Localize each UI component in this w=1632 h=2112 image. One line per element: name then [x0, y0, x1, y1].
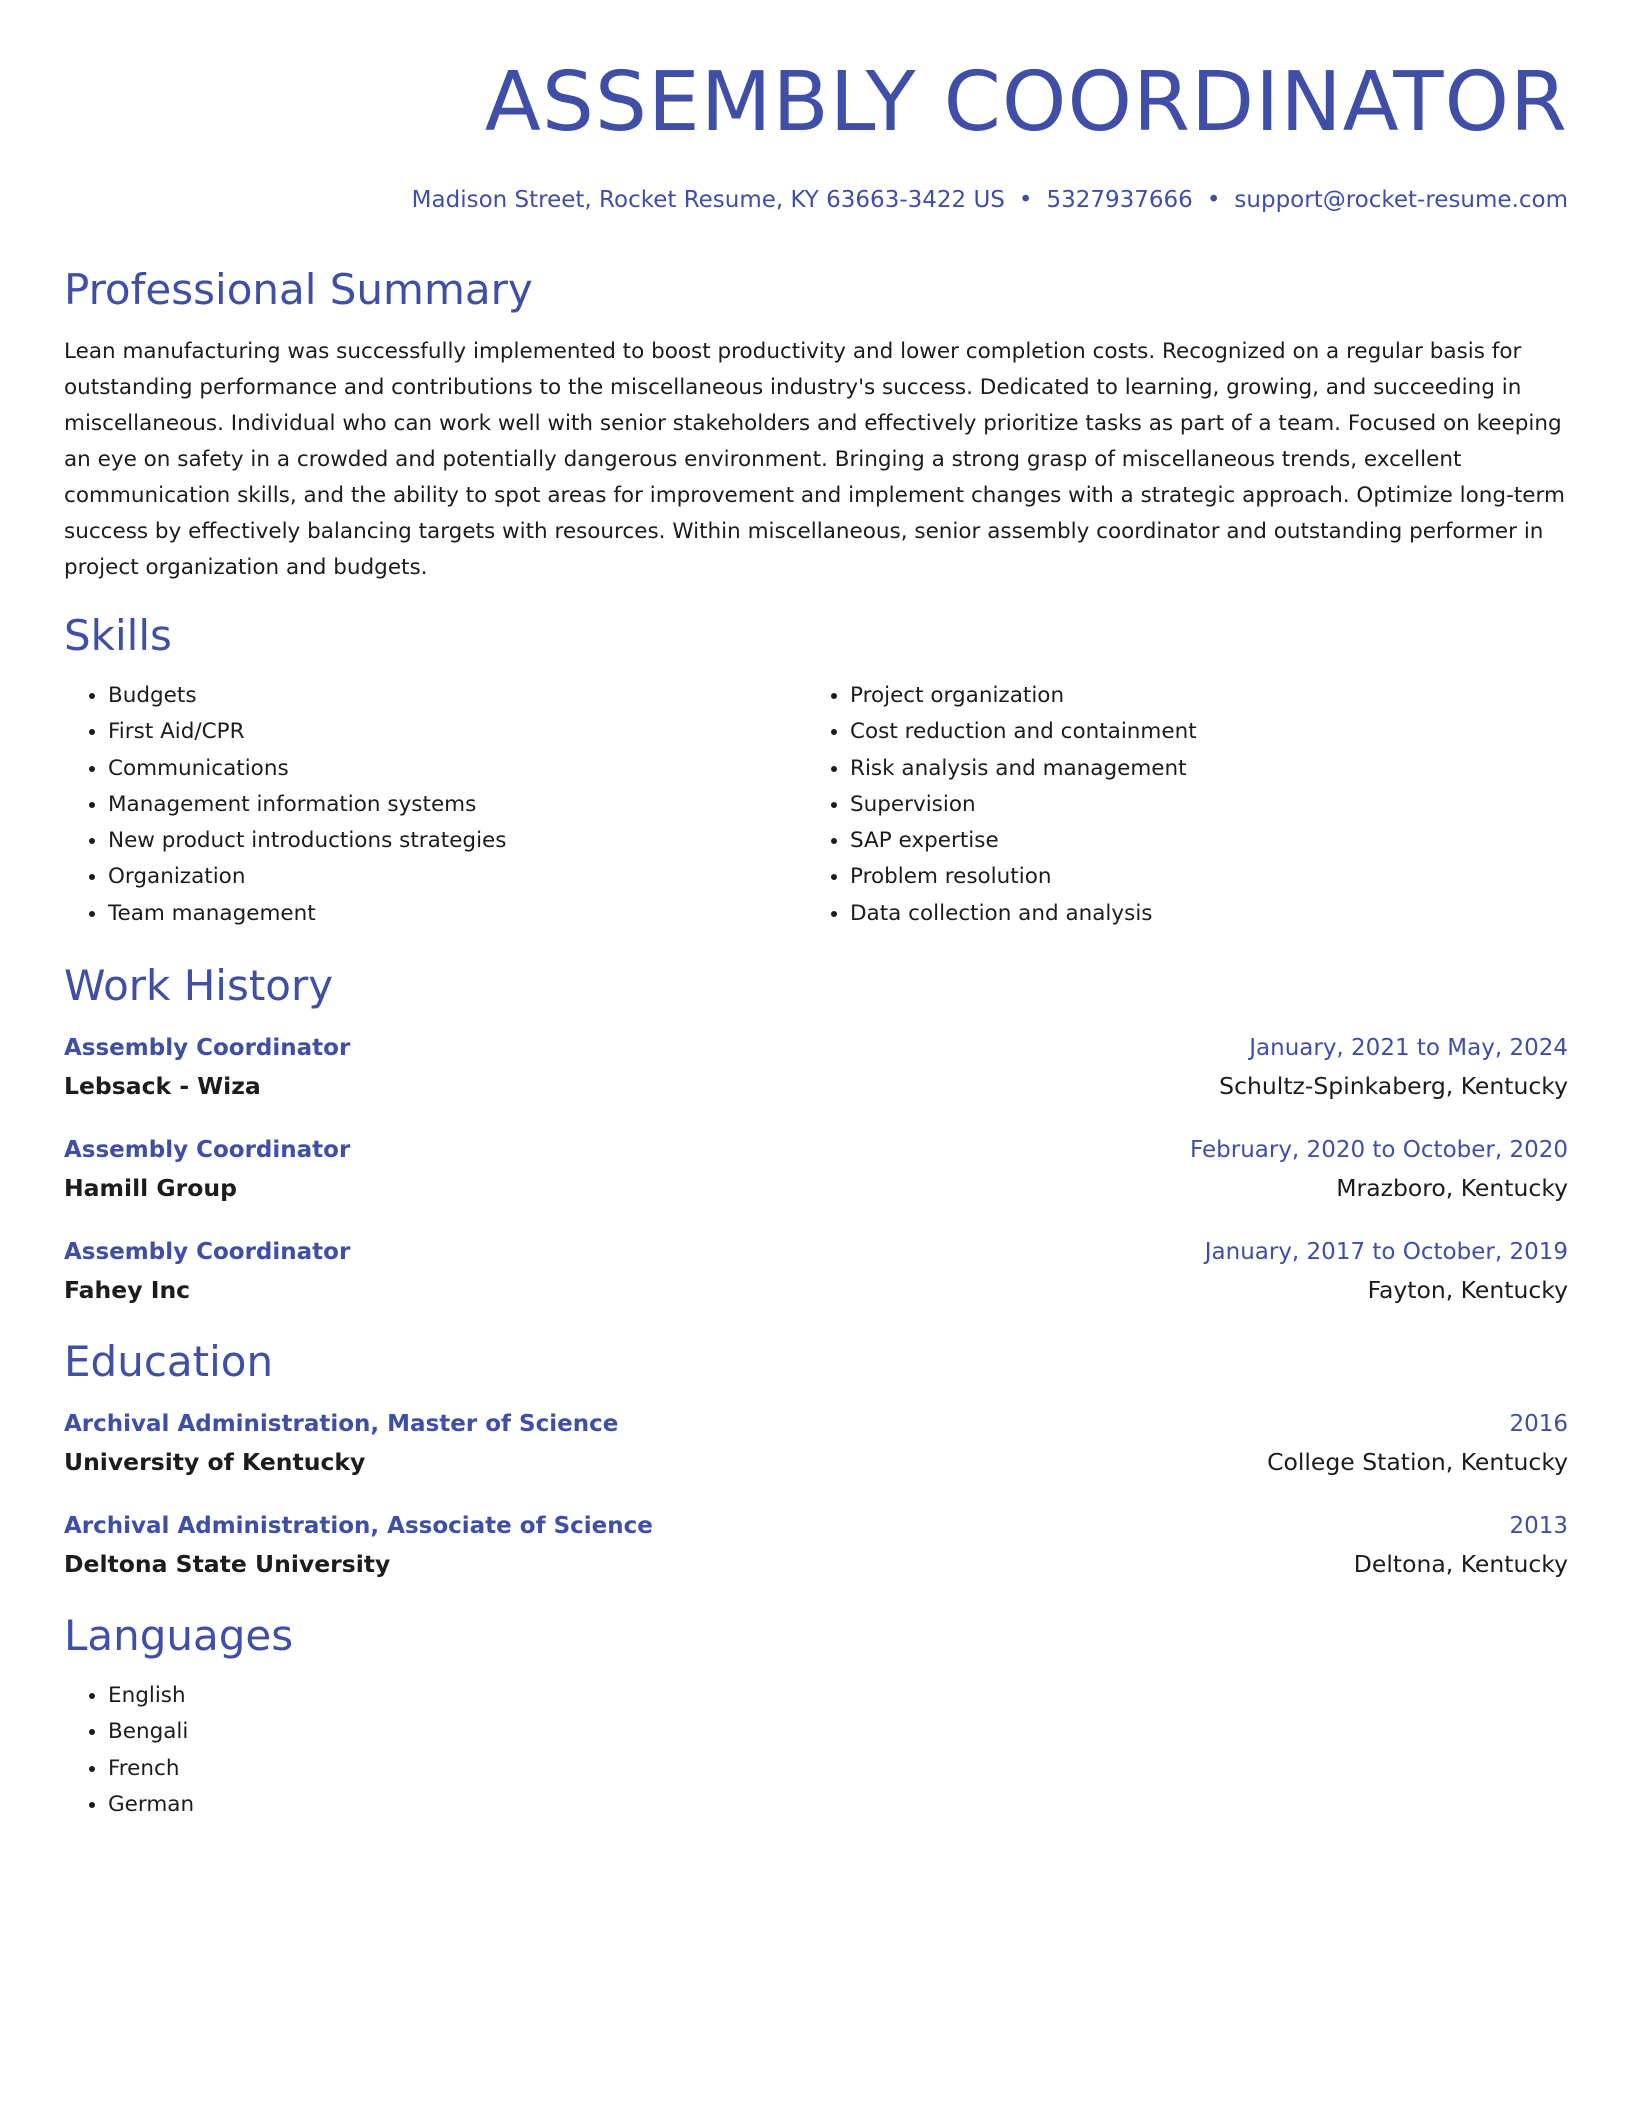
degree-name: Archival Administration, Associate of Science	[64, 1513, 653, 1540]
skills-left-list	[64, 678, 806, 932]
job-dates: January, 2017 to October, 2019	[1204, 1239, 1568, 1266]
candidate-name: ASSEMBLY COORDINATOR	[484, 55, 1568, 150]
skill-item: • New product introductions strategies	[108, 823, 806, 859]
company-name: Fahey Inc	[64, 1276, 191, 1305]
education-title: Education	[64, 1337, 274, 1387]
work-history-section	[64, 958, 1568, 1308]
skill-item: • Budgets	[108, 678, 806, 714]
company-name: Lebsack - Wiza	[64, 1072, 261, 1101]
skill-item: • SAP expertise	[850, 823, 1548, 859]
separator-dot: •	[1018, 187, 1033, 213]
skills-title: Skills	[64, 611, 172, 660]
summary-title: Professional Summary	[64, 265, 533, 314]
skill-item: • Project organization	[850, 678, 1548, 714]
skill-item: • Communications	[108, 751, 806, 787]
separator-dot: •	[1206, 187, 1221, 213]
job-title: Assembly Coordinator	[64, 1137, 351, 1164]
skill-item: • First Aid/CPR	[108, 714, 806, 750]
summary-section	[64, 262, 1568, 586]
contact-line	[64, 184, 1568, 216]
job-dates: February, 2020 to October, 2020	[1190, 1137, 1568, 1164]
job-location: Schultz-Spinkaberg, Kentucky	[1219, 1072, 1568, 1101]
graduation-year: 2016	[1509, 1411, 1568, 1438]
company-name: Hamill Group	[64, 1174, 237, 1203]
skill-item: • Problem resolution	[850, 859, 1548, 895]
contact-phone: 5327937666	[1046, 187, 1193, 213]
job-location: Mrazboro, Kentucky	[1336, 1174, 1568, 1203]
job-dates: January, 2021 to May, 2024	[1249, 1035, 1568, 1062]
skill-item: • Risk analysis and management	[850, 751, 1548, 787]
skill-item: • Management information systems	[108, 787, 806, 823]
school-name: University of Kentucky	[64, 1448, 366, 1477]
languages-section	[64, 1608, 1568, 1823]
skill-item: • Supervision	[850, 787, 1548, 823]
skills-grid	[64, 678, 1568, 932]
work-history-title: Work History	[64, 961, 334, 1011]
skill-item: • Team management	[108, 896, 806, 932]
contact-address: Madison Street, Rocket Resume, KY 63663-3422 US	[411, 187, 1005, 213]
languages-title: Languages	[64, 1611, 294, 1661]
school-name: Deltona State University	[64, 1550, 391, 1579]
summary-text: Lean manufacturing was successfully implemented to boost productivity and lower completion costs. Recognized on a regular basis for outstanding performance and contributions to the miscellaneous industry's success. Dedicated to learning, growing, and succeeding in miscellaneous. Individual who can work well with senior stakeholders and effectively prioritize tasks as part of a team. Focused on keeping an eye on safety in a crowded and potentially dangerous environment. Bringing a strong grasp of miscellaneous trends, excellent communication skills, and the ability to spot areas for improvement and implement changes with a strategic approach. Optimize long-term success by effectively balancing targets with resources. Within miscellaneous, senior assembly coordinator and outstanding performer in project organization and budgets.	[64, 339, 1565, 580]
work-entry	[64, 1032, 1568, 1104]
skill-item: • Organization	[108, 859, 806, 895]
job-title: Assembly Coordinator	[64, 1035, 351, 1062]
work-entry	[64, 1236, 1568, 1308]
education-entry	[64, 1408, 1568, 1480]
education-section	[64, 1334, 1568, 1582]
education-entry	[64, 1510, 1568, 1582]
language-item: • German	[108, 1787, 1568, 1823]
contact-email: support@rocket-resume.com	[1234, 187, 1568, 213]
language-item: • English	[108, 1678, 1568, 1714]
resume-page	[64, 48, 1568, 1823]
language-item: • French	[108, 1751, 1568, 1787]
skill-item: • Cost reduction and containment	[850, 714, 1548, 750]
skill-item: • Data collection and analysis	[850, 896, 1548, 932]
work-entry	[64, 1134, 1568, 1206]
language-item: • Bengali	[108, 1714, 1568, 1750]
job-location: Fayton, Kentucky	[1367, 1276, 1568, 1305]
languages-list	[64, 1678, 1568, 1823]
graduation-year: 2013	[1509, 1513, 1568, 1540]
skills-right-list	[806, 678, 1548, 932]
degree-name: Archival Administration, Master of Science	[64, 1411, 619, 1438]
skills-section	[64, 608, 1568, 932]
school-location: Deltona, Kentucky	[1353, 1550, 1568, 1579]
school-location: College Station, Kentucky	[1267, 1448, 1568, 1477]
job-title: Assembly Coordinator	[64, 1239, 351, 1266]
